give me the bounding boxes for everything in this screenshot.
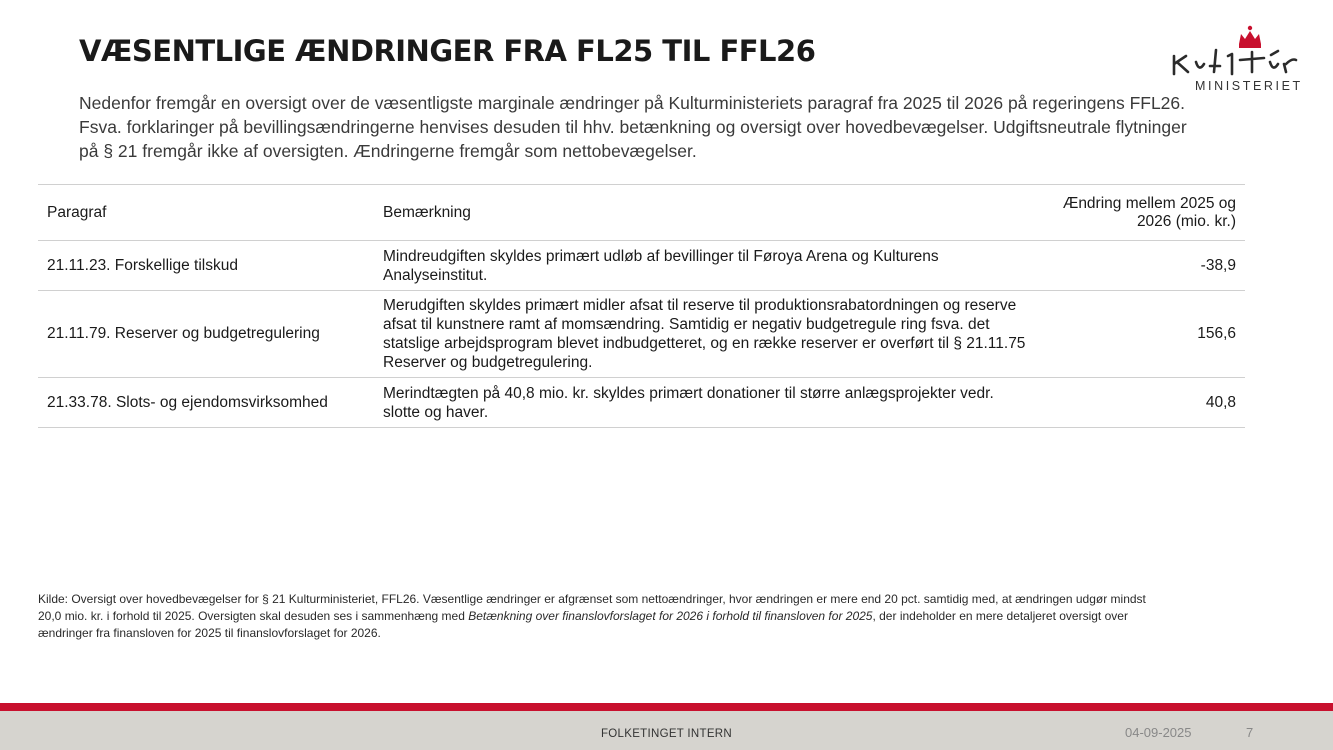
source-italic-title: Betænkning over finanslovforslaget for 2026 i forhold til finansloven for 2025: [468, 609, 873, 623]
footer-date: 04-09-2025: [1125, 725, 1192, 740]
cell-aendring: 156,6: [1042, 291, 1245, 378]
intro-text: Nedenfor fremgår en oversigt over de væsentligste marginale ændringer på Kulturministeriets paragraf fra 2025 til 2026 på regeringens FFL26. Fsva. forklaringer på bevillingsændringerne henvises desuden til hhv. betænkning og oversigt over hovedbevægelser. Udgiftsneutrale flytninger på § 21 fremgår ikke af oversigten. Ændringerne fremgår som nettobevægelser.: [79, 93, 1187, 161]
changes-table: [38, 184, 1245, 428]
source-text-2: , der indeholder en mere detaljeret oversigt over ændringer fra finansloven for 2025 til finanslovforslaget for 2026.: [38, 609, 1128, 640]
cell-paragraf: 21.11.23. Forskellige tilskud: [38, 241, 374, 291]
cell-paragraf: 21.11.79. Reserver og budgetregulering: [38, 291, 374, 378]
table-header-row: [38, 185, 1245, 241]
header-bemaerkning: Bemærkning: [374, 185, 1042, 241]
footer-classification: FOLKETINGET INTERN: [600, 728, 733, 740]
header-paragraf: Paragraf: [38, 185, 374, 241]
cell-aendring: -38,9: [1042, 241, 1245, 291]
logo-subtitle: MINISTERIET: [1195, 79, 1303, 93]
page-number: 7: [1246, 725, 1254, 740]
cell-bemaerkning: Mindreudgiften skyldes primært udløb af bevillinger til Føroya Arena og Kulturens Analyseinstitut.: [374, 241, 1042, 291]
table-row: [38, 291, 1245, 378]
footer: [0, 711, 1333, 750]
cell-bemaerkning: Merudgiften skyldes primært midler afsat til reserve til produktionsrabatordningen og reserve afsat til kunstnere ramt af momsændring. Samtidig er negativ budgetregule ring fsva. det statslige arbejdsprogram blevet indbudgetteret, og en række reserver er overført til § 21.11.75 Reserver og budgetregulering.: [374, 291, 1042, 378]
footer-accent-bar: [0, 703, 1333, 711]
kultur-wordmark: [1174, 50, 1296, 74]
cell-bemaerkning: Merindtægten på 40,8 mio. kr. skyldes primært donationer til større anlægsprojekter vedr. slotte og haver.: [374, 378, 1042, 428]
page-title: VÆSENTLIGE ÆNDRINGER FRA FL25 TIL FFL26: [79, 34, 816, 68]
table-row: [38, 241, 1245, 291]
source-note: [38, 591, 1158, 642]
header-aendring: Ændring mellem 2025 og 2026 (mio. kr.): [1042, 185, 1245, 241]
crown-icon: [1239, 26, 1261, 48]
cell-aendring: 40,8: [1042, 378, 1245, 428]
cell-paragraf: 21.33.78. Slots- og ejendomsvirksomhed: [38, 378, 374, 428]
table-row: [38, 378, 1245, 428]
source-text-1: Kilde: Oversigt over hovedbevægelser for § 21 Kulturministeriet, FFL26. Væsentlige ændringer er afgrænset som nettoændringer, hvor ændringen er mere end 20 pct. samtidig med, at ændringen udgør mindst 20,0 mio. kr. i forhold til 2025. Oversigten skal desuden ses i sammenhæng med: [38, 592, 1146, 623]
